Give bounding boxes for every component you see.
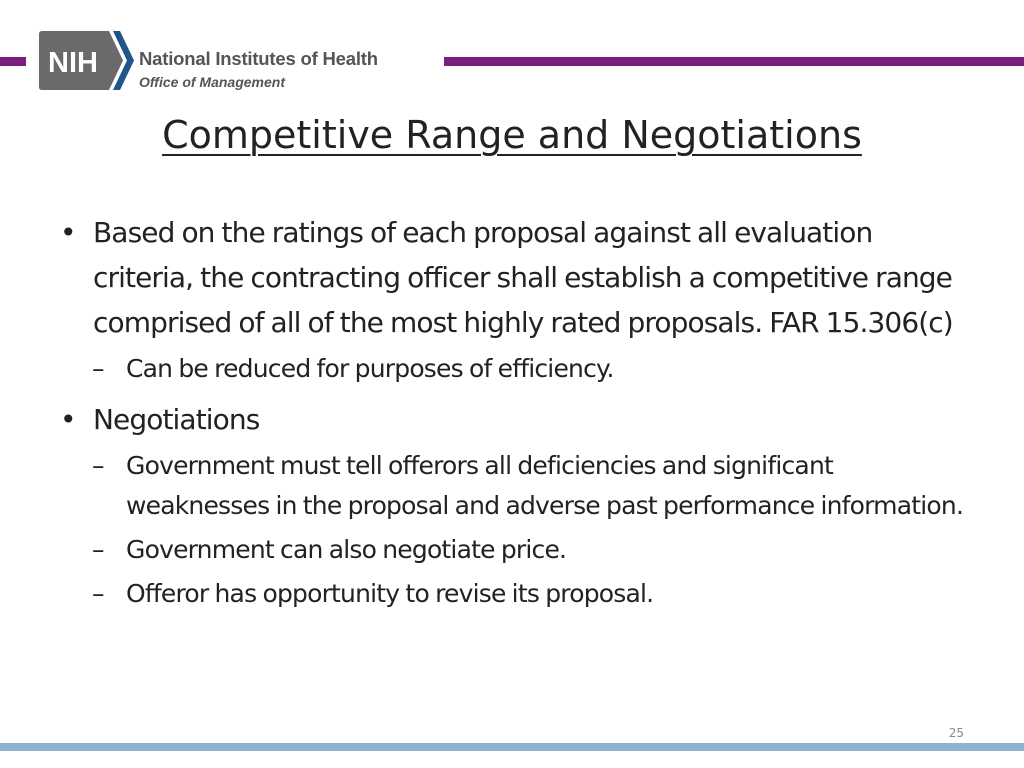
bullet-item <box>58 397 978 442</box>
bullet-text: Based on the ratings of each proposal against all evaluation criteria, the contracting officer shall establish a competitive range comprised of all of the most highly rated proposals. FAR 15.306(c) <box>93 216 953 339</box>
slide-title: Competitive Range and Negotiations <box>162 113 862 157</box>
org-name: National Institutes of Health <box>139 48 378 69</box>
header-accent-bar-left <box>0 57 26 66</box>
org-subtitle: Office of Management <box>139 74 285 90</box>
sub-bullet-item <box>58 446 978 526</box>
sub-bullet-marker: – <box>92 535 104 564</box>
sub-bullet-marker: – <box>92 579 104 608</box>
nih-logo <box>39 31 134 90</box>
bullet-marker: • <box>60 216 76 249</box>
sub-bullet-item <box>58 574 978 614</box>
sub-bullet-text: Can be reduced for purposes of efficiency. <box>126 354 614 383</box>
header-accent-bar-right <box>444 57 1024 66</box>
sub-bullet-text: Offeror has opportunity to revise its proposal. <box>126 579 654 608</box>
sub-bullet-text: Government must tell offerors all deficiencies and significant weaknesses in the proposal and adverse past performance information. <box>126 451 964 520</box>
sub-bullet-marker: – <box>92 451 104 480</box>
bullet-text: Negotiations <box>93 403 260 436</box>
sub-bullet-marker: – <box>92 354 104 383</box>
sub-bullet-text: Government can also negotiate price. <box>126 535 567 564</box>
sub-bullet-item <box>58 530 978 570</box>
sub-bullet-item <box>58 349 978 389</box>
nih-logo-text: NIH <box>48 47 98 79</box>
bullet-marker: • <box>60 403 76 436</box>
slide-content <box>58 210 978 614</box>
bullet-item <box>58 210 978 345</box>
footer-bar <box>0 743 1024 751</box>
page-number: 25 <box>948 726 964 740</box>
